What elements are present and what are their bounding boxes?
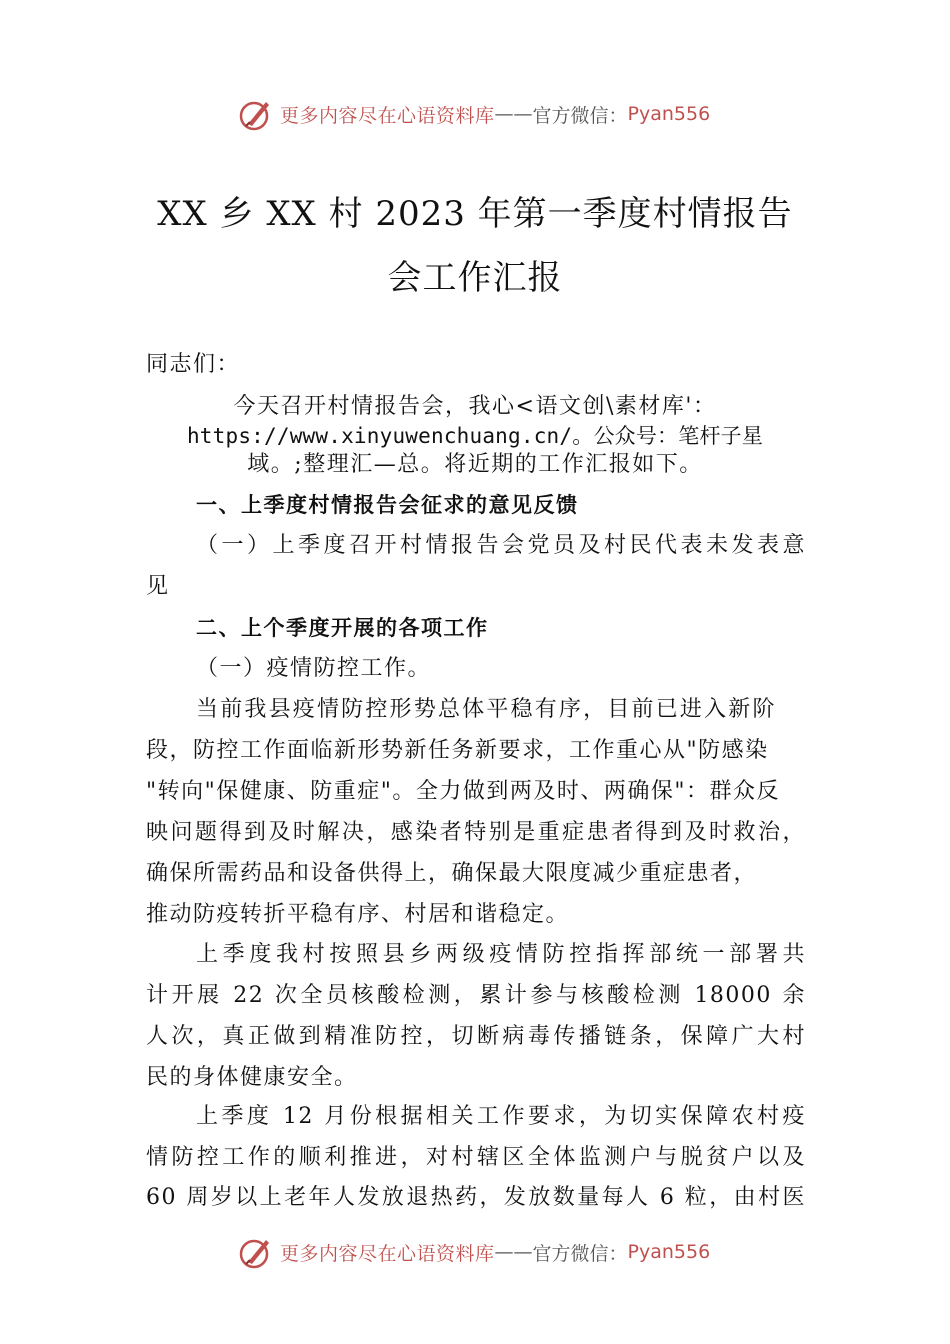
intro-line-2: https://www.xinyuwenchuang.cn/。公众号：笔杆子星 [186,424,764,448]
document-title-line2: 会工作汇报 [387,258,563,298]
paragraph-1-line-2: 段，防控工作面临新形势新任务新要求，工作重心从"防感染 [146,738,769,763]
banner-wechat-id: Pyan556 [627,1241,711,1263]
banner-wechat-id: Pyan556 [627,103,711,125]
subsection-1-line-1: （一）上季度召开村情报告会党员及村民代表未发表意 [196,533,806,558]
paragraph-2-line-4: 民的身体健康安全。 [146,1065,358,1090]
paragraph-1-line-6: 推动防疫转折平稳有序、村居和谐稳定。 [146,902,570,927]
quill-logo-icon [238,96,274,132]
paragraph-3-line-1: 上季度 12 月份根据相关工作要求，为切实保障农村疫 [196,1104,806,1129]
banner-dash: —— [494,1241,533,1263]
paragraph-2-line-2: 计开展 22 次全员核酸检测，累计参与核酸检测 18000 余 [146,983,806,1008]
paragraph-2-line-3: 人次，真正做到精准防控，切断病毒传播链条，保障广大村 [146,1024,806,1049]
header-banner [238,94,710,134]
paragraph-1-line-5: 确保所需药品和设备供得上，确保最大限度减少重症患者， [146,861,758,886]
banner-dash: —— [494,103,533,125]
footer-banner [238,1232,710,1272]
intro-line-3: 域。;整理汇—总。将近期的工作汇报如下。 [247,452,703,477]
paragraph-1-line-3: "转向"保健康、防重症"。全力做到两及时、两确保"：群众反 [146,779,780,804]
quill-logo-icon [238,1234,274,1270]
document-title-line1: XX 乡 XX 村 2023 年第一季度村情报告 [157,194,793,234]
paragraph-1-line-4: 映问题得到及时解决，感染者特别是重症患者得到及时救治， [146,820,806,845]
paragraph-3-line-3: 60 周岁以上老年人发放退热药，发放数量每人 6 粒，由村医 [146,1185,806,1210]
intro-line-1: 今天召开村情报告会，我心<语文创\素材库'： [233,394,717,419]
greeting: 同志们： [146,352,241,377]
section-heading-1: 一、上季度村情报告会征求的意见反馈 [196,493,579,517]
banner-wechat-label: 官方微信： [532,1242,628,1265]
section-heading-2: 二、上个季度开展的各项工作 [196,616,489,640]
paragraph-3-line-2: 情防控工作的顺利推进，对村辖区全体监测户与脱贫户以及 [146,1145,806,1170]
banner-source-text: 更多内容尽在心语资料库 [280,104,495,127]
subsection-1-line-2: 见 [146,574,170,599]
subsection-2-title: （一）疫情防控工作。 [196,656,432,681]
paragraph-1-line-1: 当前我县疫情防控形势总体平稳有序，目前已进入新阶 [196,697,776,722]
banner-source-text: 更多内容尽在心语资料库 [280,1242,495,1265]
paragraph-2-line-1: 上季度我村按照县乡两级疫情防控指挥部统一部署共 [196,942,806,967]
banner-wechat-label: 官方微信： [532,104,628,127]
